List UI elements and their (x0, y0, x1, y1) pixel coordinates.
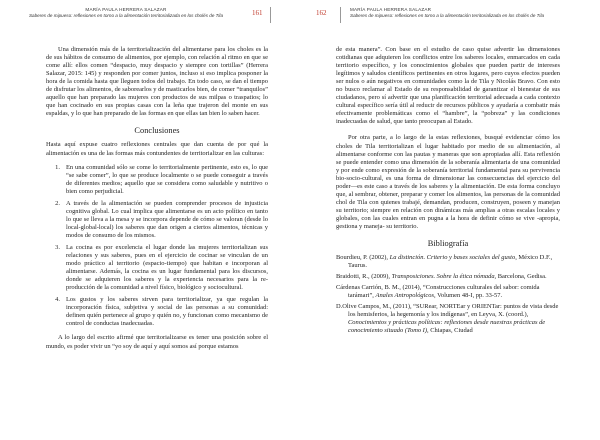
list-text: A través de la alimentación se pueden comprender procesos de injusticia cognitiva global. Lo cual implica que alimentarse es un acto político en tanto lo que se lleva a la mesa y se incorpora depende de cómo se valoran (desde lo local-global-local) los saberes que dan origen a ciertos alimentos, técnicas y modos de consumo de los mismos. (66, 199, 268, 239)
header-divider (340, 7, 341, 23)
paragraph: Por otra parte, a lo largo de la estas reflexiones, busqué evidenciar cómo los choles de Tila territorializan el lugar habitado por medio de su alimentación, al alimentarse conforme con las pautas y maneras que son apropiadas allí. Esta reflexión se puede entender como una dimensión de la soberanía alimentaria de una comunidad y por ende como expresión de la soberanía territorial fundamental para su pervivencia bio-socio-cultural, es una forma de dimensionar las consecuencias del ejercicio del poder—es este caso a través de los saberes y la alimentación. De esta forma concluyo que, al sembrar, obtener, preparar y comer los alimentos, las personas de la comunidad chol de Tila con quienes trabajé, demandan, producen, construyen, poseen y manejan su territorio; siempre en relación con dinámicas más amplias a otras escalas locales y globales, con las cuales entran en pugna a la hora de definir cómo se vive -apropia, gestiona y maneja- su territorio. (336, 134, 560, 230)
running-header (14, 7, 238, 19)
right-body-text (336, 46, 560, 339)
bibliography-entry (336, 273, 560, 281)
bib-publisher: , México D.F., Taurus. (348, 254, 553, 270)
bibliography-heading: Bibliografía (427, 239, 469, 249)
bib-publisher: , Chiapas, Ciudad (426, 327, 473, 335)
list-item (46, 244, 268, 292)
bibliography-list (336, 254, 560, 335)
running-header (350, 7, 580, 19)
bibliography-entry (336, 284, 560, 300)
section-heading: Conclusiones (134, 126, 180, 136)
list-number: 2. (55, 199, 60, 207)
bib-author: Braidotti, R., (2009), (336, 273, 392, 281)
bib-author: Bourdieu, P. (2002), (336, 254, 390, 262)
list-number: 4. (55, 296, 60, 304)
list-item (46, 296, 268, 328)
paragraph: A lo largo del escrito afirmé que territorializarse es tener una posición sobre el mundo, es poder vivir un “yo soy de aquí y aquí somos así porque estamos (46, 334, 268, 350)
page-number: 162 (316, 9, 327, 17)
header-author: MARÍA PAULA HERRERA SALAZAR (85, 7, 167, 12)
header-subtitle (350, 13, 580, 19)
list-item (46, 200, 268, 240)
bib-title: Transposiciones. Sobre la ética nómada (391, 273, 495, 281)
bib-author: Cárdenas Carrión, B. M., (2014), “Construcciones culturales del sabor: comida tarámari”, (336, 284, 540, 300)
list-text: Los gustos y los saberes sirven para territorializar, ya que regulan la incorporación física, subjetiva y social de las personas a su comunidad: definen quién pertenece al grupo y quién no, y funcionan como mecanismo de control de conductas inadecuadas. (66, 296, 268, 328)
header-divider (270, 7, 271, 23)
conclusions-list (46, 164, 268, 329)
header-subtitle-text: Saberes de mipueso: reflexiones en torno a la alimentación territorializada en los cholés de Tila (350, 13, 545, 18)
header-subtitle-text: Saberes de mipueso: reflexiones en torno a la alimentación territorializada en los cholés de Tila (28, 13, 224, 18)
header-subtitle (14, 13, 238, 19)
list-text: La cocina es por excelencia el lugar donde las mujeres territorializan sus relaciones y sus saberes, pues en el ejercicio de cocinar se vinculan de un modo práctico al territorio (espacio-tiempo) que habitan e incorporan al alimentarse. Además, la cocina es un lugar fundamental para los discursos, donde se adquieren los saberes y la experiencia necesarios para la re-producción de la comunidad a nivel físico, biológico y sociocultural. (66, 243, 268, 292)
bib-publisher: , Volumen 48-I, pp. 33-57. (434, 292, 503, 300)
bib-title: La distinción. Criterio y bases sociales del gusto (389, 254, 516, 262)
paragraph: Una dimensión más de la territorialización del alimentarse para los choles es la de sus hábitos de consumo de alimentos, por ejemplo, con relación al ritmo en que se come allí: ellos comen “despacio, muy despacio y siempre con tortillas” (Herrera Salazar, 2015: 145) y responden por comer juntos, incluso si eso implica posponer la hora de la comida hasta que lleguen todos del trabajo. En todo caso, se dan el tiempo de disfrutar los alimentos, de saborearlos y de masticarlos bien, de comer “tranquilos” aquello que han preparado las mujeres con productos de sus milpas o traspatios; lo que han cocinado en sus propias casas con la leña que trajeron del monte en sus espaldas, y lo que han preparado de las formas en que ellas tan bien lo saben hacer. (46, 46, 268, 118)
paragraph: Hasta aquí expuse cuatro reflexiones centrales que dan cuenta de por qué la alimentación es una de las formas más contundentes de territorializar en las culturas: (46, 141, 268, 157)
bib-title: Conocimientos y prácticas políticas: reflexiones desde nuestras prácticas de conocimiento situado (Tomo I) (348, 319, 546, 335)
right-page (300, 0, 600, 440)
left-body-text (46, 46, 268, 351)
bib-publisher: , Barcelona, Gedisa. (494, 273, 547, 281)
header-author: MARÍA PAULA HERRERA SALAZAR (350, 7, 432, 12)
paragraph: de esta manera”. Con base en el estudio de caso quise advertir las dimensiones cotidianas que adquieren los conflictos entre los saberes locales, enmarcados en cada territorio específico, y los conocimientos globales que pueden partir de intereses legítimos y saludos científicos pertinentes en otros lugares, pero cuyos efectos pueden ser nulos o aún negativos en comunidades como la de Tila y Nicolás Bravo. Con esto no busco reclamar al Estado de su responsabilidad de garantizar el bienestar de sus ciudadanos, pero sí advertir que una planificación territorial adecuada a cada contexto cultural específico sería útil al reducir de recursos públicos y ayudaría a combatir más efectivamente problemáticas como el “hambre”, la “pobreza” y las condiciones inadecuadas de salud, que tanto preocupan al Estado. (336, 46, 560, 126)
list-number: 1. (55, 163, 60, 171)
bibliography-entry (336, 303, 560, 335)
bibliography-entry (336, 254, 560, 270)
bib-title: Anales Antropológicos (375, 292, 435, 300)
list-text: En una comunidad sólo se come lo territorialmente pertinente, esto es, lo que “se sabe comer”, lo que se produce localmente o se puede conseguir a través de diferentes medios; aquello que se considera como saludable y nutritivo o bien como perjudicial. (66, 163, 268, 195)
bib-author: D.Olive Campos, M., (2011), “SURear, NORTEar y ORIENTar: puntos de vista desde los hemisferios, la hegemonía y los indígenas”, en Leyva, X. (coord.), (336, 303, 559, 319)
page-number: 161 (252, 9, 263, 17)
list-item (46, 164, 268, 196)
list-number: 3. (55, 243, 60, 251)
